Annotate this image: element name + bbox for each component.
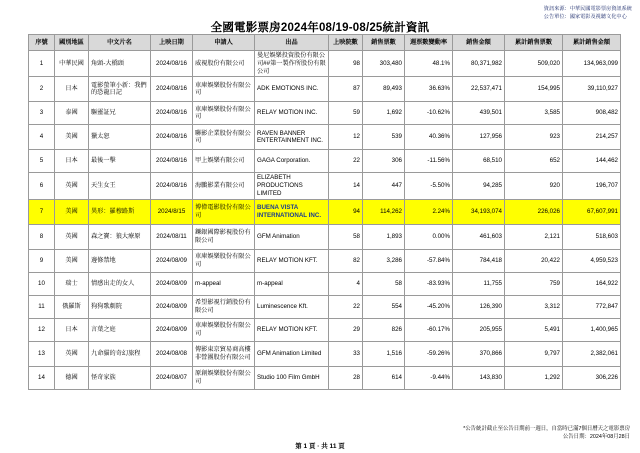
- cell-producer: 曼尼娛樂投資股份有限公司##第一製作所股份有限公司: [255, 51, 329, 77]
- col-header-cum-amount: 累計銷售金額: [563, 35, 621, 51]
- page-number: 第 1 頁 · 共 11 頁: [295, 443, 345, 450]
- cell-amount: 127,956: [453, 125, 505, 150]
- page-title: 全國電影票房2024年08/19-08/25統計資訊: [210, 22, 430, 34]
- col-header-applicant: 申請人: [193, 35, 255, 51]
- cell-release-date: 2024/08/11: [151, 224, 193, 249]
- cell-country: 日本: [55, 150, 89, 173]
- cell-weekly-change: 36.63%: [405, 77, 453, 102]
- table-body: [29, 51, 621, 390]
- cell-producer: ELIZABETH PRODUCTIONS LIMITED: [255, 173, 329, 199]
- col-header-tickets: 銷售票數: [363, 35, 405, 51]
- cell-theaters: 12: [329, 125, 363, 150]
- table-header-row: [29, 35, 621, 51]
- cell-title-zh: 九命貓的奇幻旅程: [89, 341, 151, 366]
- cell-tickets: 1,893: [363, 224, 405, 249]
- cell-theaters: 22: [329, 150, 363, 173]
- cell-no: 11: [29, 295, 55, 318]
- cell-country: 英國: [55, 173, 89, 199]
- cell-applicant: 博偉電影股份有限公司: [193, 199, 255, 224]
- cell-release-date: 2024/8/15: [151, 199, 193, 224]
- cell-release-date: 2024/08/16: [151, 102, 193, 125]
- cell-producer: BUENA VISTA INTERNATIONAL INC.: [255, 199, 329, 224]
- cell-no: 9: [29, 249, 55, 272]
- cell-weekly-change: -10.62%: [405, 102, 453, 125]
- cell-producer: m-appeal: [255, 272, 329, 295]
- cell-weekly-change: -5.50%: [405, 173, 453, 199]
- table-row: [29, 341, 621, 366]
- cell-cum-amount: 196,707: [563, 173, 621, 199]
- cell-release-date: 2024/08/16: [151, 51, 193, 77]
- cell-no: 8: [29, 224, 55, 249]
- cell-theaters: 98: [329, 51, 363, 77]
- cell-weekly-change: -9.44%: [405, 366, 453, 389]
- cell-no: 2: [29, 77, 55, 102]
- cell-theaters: 59: [329, 102, 363, 125]
- cell-applicant: 甲上娛樂有限公司: [193, 150, 255, 173]
- cell-cum-tickets: 3,585: [505, 102, 563, 125]
- cell-cum-tickets: 1,292: [505, 366, 563, 389]
- cell-tickets: 58: [363, 272, 405, 295]
- cell-amount: 439,501: [453, 102, 505, 125]
- table-row: [29, 318, 621, 341]
- cell-no: 6: [29, 173, 55, 199]
- cell-producer: RELAY MOTION INC.: [255, 102, 329, 125]
- cell-cum-amount: 4,959,523: [563, 249, 621, 272]
- cell-producer: GAGA Corporation.: [255, 150, 329, 173]
- cell-cum-tickets: 923: [505, 125, 563, 150]
- cell-cum-tickets: 3,312: [505, 295, 563, 318]
- cell-cum-amount: 39,110,927: [563, 77, 621, 102]
- cell-weekly-change: -11.56%: [405, 150, 453, 173]
- boxoffice-table: [28, 34, 621, 390]
- cell-theaters: 28: [329, 366, 363, 389]
- cell-no: 14: [29, 366, 55, 389]
- table-row: [29, 77, 621, 102]
- table-head: [29, 35, 621, 51]
- cell-cum-amount: 214,257: [563, 125, 621, 150]
- cell-producer: ADK EMOTIONS INC.: [255, 77, 329, 102]
- cell-tickets: 303,480: [363, 51, 405, 77]
- cell-amount: 143,830: [453, 366, 505, 389]
- cell-cum-amount: 144,462: [563, 150, 621, 173]
- cell-amount: 205,955: [453, 318, 505, 341]
- cell-tickets: 1,692: [363, 102, 405, 125]
- cell-country: 日本: [55, 77, 89, 102]
- cell-amount: 370,866: [453, 341, 505, 366]
- cell-title-zh: 電影螢筆小新：我們的恐龍日記: [89, 77, 151, 102]
- cell-release-date: 2024/08/16: [151, 173, 193, 199]
- cell-cum-tickets: 920: [505, 173, 563, 199]
- cell-no: 4: [29, 125, 55, 150]
- cell-title-zh: 異形：羅穆路斯: [89, 199, 151, 224]
- cell-producer: RELAY MOTION KFT.: [255, 249, 329, 272]
- cell-theaters: 4: [329, 272, 363, 295]
- cell-weekly-change: -45.20%: [405, 295, 453, 318]
- cell-theaters: 94: [329, 199, 363, 224]
- cell-amount: 126,390: [453, 295, 505, 318]
- cell-cum-tickets: 652: [505, 150, 563, 173]
- cell-no: 7: [29, 199, 55, 224]
- cell-country: 日本: [55, 318, 89, 341]
- cell-tickets: 554: [363, 295, 405, 318]
- cell-applicant: 鑠銀國際影視股份有限公司: [193, 224, 255, 249]
- cell-applicant: 聯影企業股份有限公司: [193, 125, 255, 150]
- cell-amount: 11,755: [453, 272, 505, 295]
- cell-cum-amount: 2,382,061: [563, 341, 621, 366]
- col-header-weekly-change: 週票數變動率: [405, 35, 453, 51]
- cell-cum-amount: 134,963,099: [563, 51, 621, 77]
- cell-no: 13: [29, 341, 55, 366]
- cell-applicant: 車庫娛樂股份有限公司: [193, 77, 255, 102]
- cell-title-zh: 獵太恕: [89, 125, 151, 150]
- cell-country: 中華民國: [55, 51, 89, 77]
- cell-release-date: 2024/08/16: [151, 150, 193, 173]
- cell-cum-amount: 908,482: [563, 102, 621, 125]
- cell-no: 10: [29, 272, 55, 295]
- cell-amount: 34,193,074: [453, 199, 505, 224]
- footer-note: [463, 425, 630, 442]
- col-header-amount: 銷售金額: [453, 35, 505, 51]
- cell-tickets: 114,262: [363, 199, 405, 224]
- cell-cum-tickets: 5,491: [505, 318, 563, 341]
- cell-tickets: 614: [363, 366, 405, 389]
- cell-amount: 461,603: [453, 224, 505, 249]
- footer-note-line-2: 公告日期：2024年08月28日: [562, 434, 630, 441]
- cell-amount: 784,418: [453, 249, 505, 272]
- cell-title-zh: 驅靈証兄: [89, 102, 151, 125]
- cell-applicant: 傳影東京貿易商高樓非營團股份有限公司: [193, 341, 255, 366]
- cell-theaters: 14: [329, 173, 363, 199]
- cell-amount: 94,285: [453, 173, 505, 199]
- cell-country: 美國: [55, 199, 89, 224]
- cell-title-zh: 角頭-大橋頭: [89, 51, 151, 77]
- cell-theaters: 33: [329, 341, 363, 366]
- col-header-producer: 出品: [255, 35, 329, 51]
- cell-title-zh: 情感出走的女人: [89, 272, 151, 295]
- cell-applicant: m-appeal: [193, 272, 255, 295]
- cell-tickets: 1,516: [363, 341, 405, 366]
- cell-release-date: 2024/08/07: [151, 366, 193, 389]
- col-header-country: 國別地區: [55, 35, 89, 51]
- cell-theaters: 82: [329, 249, 363, 272]
- cell-release-date: 2024/08/09: [151, 272, 193, 295]
- cell-title-zh: 天生女王: [89, 173, 151, 199]
- table-row: [29, 150, 621, 173]
- cell-weekly-change: -83.93%: [405, 272, 453, 295]
- cell-applicant: 車庫娛樂股份有限公司: [193, 318, 255, 341]
- col-header-title-zh: 中文片名: [89, 35, 151, 51]
- cell-applicant: 原創娛樂股份有限公司: [193, 366, 255, 389]
- cell-no: 1: [29, 51, 55, 77]
- table-row: [29, 272, 621, 295]
- cell-weekly-change: 40.36%: [405, 125, 453, 150]
- cell-release-date: 2024/08/09: [151, 295, 193, 318]
- cell-weekly-change: 0.00%: [405, 224, 453, 249]
- cell-theaters: 29: [329, 318, 363, 341]
- cell-theaters: 87: [329, 77, 363, 102]
- cell-tickets: 447: [363, 173, 405, 199]
- cell-cum-tickets: 2,121: [505, 224, 563, 249]
- cell-country: 英國: [55, 341, 89, 366]
- cell-producer: GFM Animation Limited: [255, 341, 329, 366]
- cell-theaters: 22: [329, 295, 363, 318]
- table-row: [29, 249, 621, 272]
- col-header-no: 序號: [29, 35, 55, 51]
- source-note-line-1: 資訊來源：中華民國電影票房資訊系統: [543, 6, 632, 12]
- cell-country: 美國: [55, 249, 89, 272]
- cell-applicant: 車庫娛樂股份有限公司: [193, 249, 255, 272]
- cell-country: 泰國: [55, 102, 89, 125]
- table-row: [29, 224, 621, 249]
- cell-release-date: 2024/08/08: [151, 341, 193, 366]
- cell-no: 3: [29, 102, 55, 125]
- cell-release-date: 2024/08/16: [151, 125, 193, 150]
- cell-tickets: 539: [363, 125, 405, 150]
- cell-cum-amount: 772,847: [563, 295, 621, 318]
- table-row: [29, 102, 621, 125]
- cell-country: 英國: [55, 224, 89, 249]
- source-note-line-2: 公告單位：國家電影及視聽文化中心: [543, 13, 627, 20]
- cell-applicant: 海鵬影業有限公司: [193, 173, 255, 199]
- cell-producer: RELAY MOTION KFT.: [255, 318, 329, 341]
- cell-producer: Studio 100 Film GmbH: [255, 366, 329, 389]
- cell-tickets: 89,493: [363, 77, 405, 102]
- cell-cum-tickets: 154,995: [505, 77, 563, 102]
- cell-amount: 22,537,471: [453, 77, 505, 102]
- cell-producer: Luminescence Kft.: [255, 295, 329, 318]
- cell-cum-amount: 1,400,965: [563, 318, 621, 341]
- cell-release-date: 2024/08/09: [151, 318, 193, 341]
- table-row: [29, 295, 621, 318]
- table-row: [29, 366, 621, 389]
- cell-country: 俄羅斯: [55, 295, 89, 318]
- cell-title-zh: 狗狗歌劇院: [89, 295, 151, 318]
- table-row-highlighted: [29, 199, 621, 224]
- cell-title-zh: 最後一擊: [89, 150, 151, 173]
- cell-applicant: 希望影視行銷股份有限公司: [193, 295, 255, 318]
- col-header-theaters: 上映院數: [329, 35, 363, 51]
- cell-no: 5: [29, 150, 55, 173]
- cell-amount: 80,371,982: [453, 51, 505, 77]
- cell-weekly-change: 2.24%: [405, 199, 453, 224]
- cell-cum-amount: 67,607,991: [563, 199, 621, 224]
- cell-title-zh: 邊條禁地: [89, 249, 151, 272]
- cell-release-date: 2024/08/16: [151, 77, 193, 102]
- col-header-cum-tickets: 累計銷售票數: [505, 35, 563, 51]
- cell-cum-amount: 518,603: [563, 224, 621, 249]
- table-row: [29, 51, 621, 77]
- footer-note-line-1: *公告統計截止至公告日期前一週日，自當時已滿7個日曆天之電影票房: [463, 425, 630, 432]
- cell-theaters: 58: [329, 224, 363, 249]
- cell-tickets: 3,286: [363, 249, 405, 272]
- cell-producer: RAVEN BANNER ENTERTAINMENT INC.: [255, 125, 329, 150]
- cell-tickets: 826: [363, 318, 405, 341]
- cell-title-zh: 怪奇家族: [89, 366, 151, 389]
- cell-applicant: 車庫娛樂股份有限公司: [193, 102, 255, 125]
- cell-weekly-change: -57.84%: [405, 249, 453, 272]
- cell-applicant: 威視股份有限公司: [193, 51, 255, 77]
- cell-country: 德國: [55, 366, 89, 389]
- cell-tickets: 306: [363, 150, 405, 173]
- cell-amount: 68,510: [453, 150, 505, 173]
- table-row: [29, 125, 621, 150]
- cell-cum-tickets: 9,797: [505, 341, 563, 366]
- cell-country: 美國: [55, 125, 89, 150]
- cell-weekly-change: -59.26%: [405, 341, 453, 366]
- table-row: [29, 173, 621, 199]
- cell-producer: GFM Animation: [255, 224, 329, 249]
- col-header-release-date: 上映日期: [151, 35, 193, 51]
- cell-weekly-change: -60.17%: [405, 318, 453, 341]
- cell-weekly-change: 48.1%: [405, 51, 453, 77]
- cell-title-zh: 言葉之庭: [89, 318, 151, 341]
- cell-cum-tickets: 20,422: [505, 249, 563, 272]
- cell-title-zh: 森之寶：狼大療原: [89, 224, 151, 249]
- cell-cum-tickets: 759: [505, 272, 563, 295]
- cell-cum-amount: 306,226: [563, 366, 621, 389]
- cell-cum-tickets: 509,020: [505, 51, 563, 77]
- cell-country: 瑞士: [55, 272, 89, 295]
- cell-cum-tickets: 226,026: [505, 199, 563, 224]
- cell-release-date: 2024/08/09: [151, 249, 193, 272]
- cell-no: 12: [29, 318, 55, 341]
- cell-cum-amount: 164,922: [563, 272, 621, 295]
